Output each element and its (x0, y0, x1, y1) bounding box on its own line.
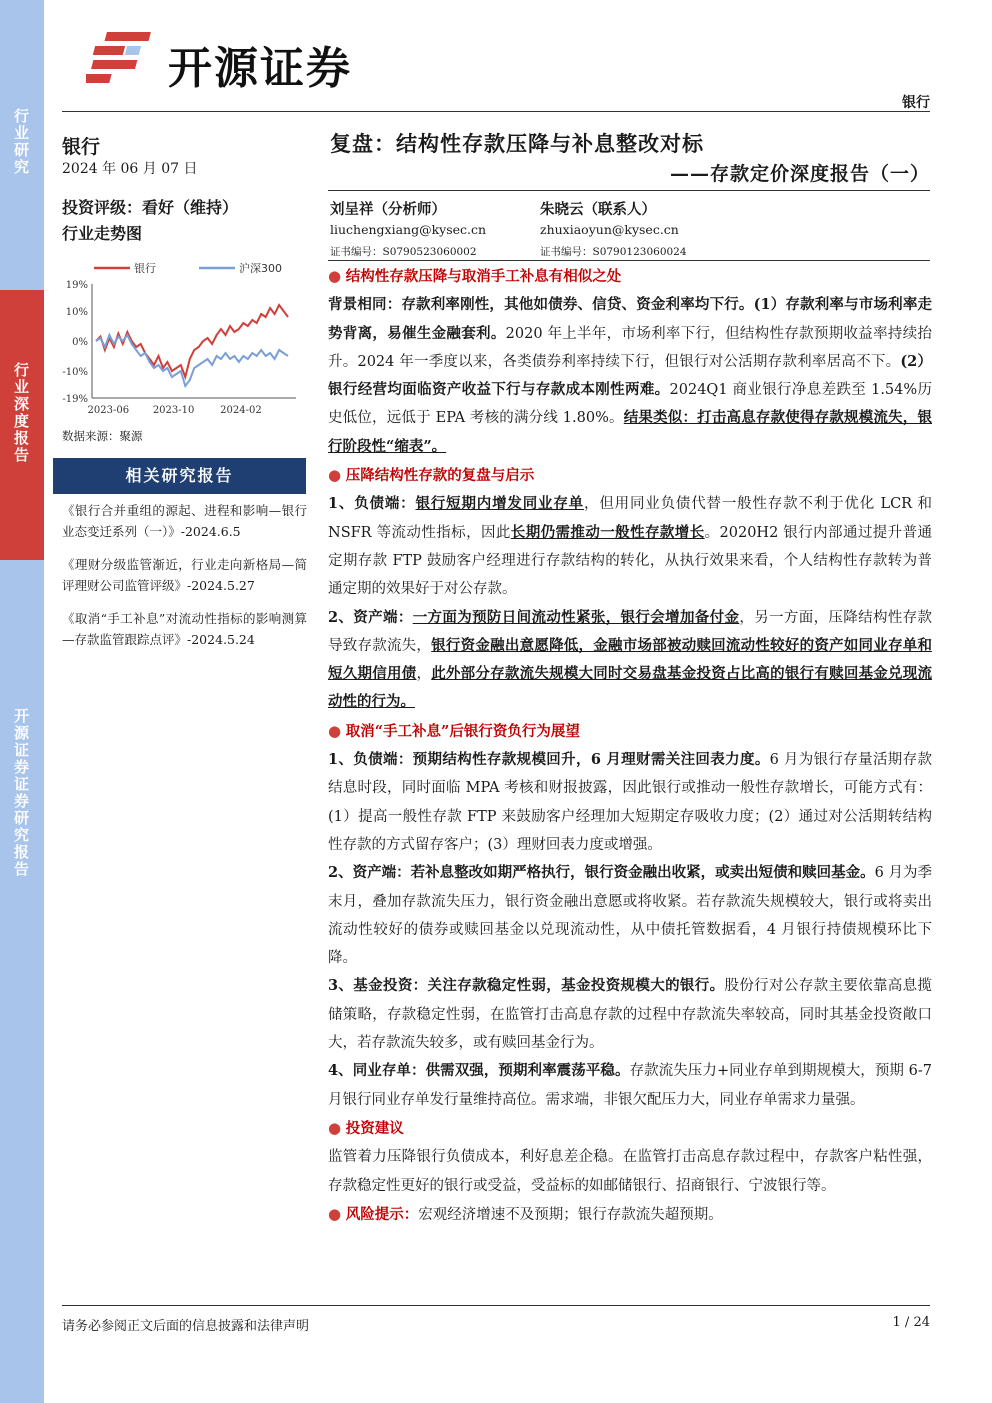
industry-name: 银行 (62, 136, 101, 158)
report-date: 2024 年 06 月 07 日 (62, 161, 198, 177)
industry-tag: 银行 (902, 95, 930, 111)
y-tick-label: -10% (62, 367, 88, 378)
paragraph: 1、负债端：预期结构性存款规模回升，6 月理财需关注回表力度。6 月为银行存量活期存款结息时段，同时面临 MPA 考核和财报披露，因此银行或推动一般性存款增长，可能方式有：(1）提高一般性存款 FTP 来鼓励客户经理加大短期定存吸收力度；(2）通过对公活期转结构性存款的方式留存客户；(3）理财回表力度或增强。 (328, 751, 932, 853)
legend-label: 银行 (134, 262, 156, 275)
trend-title: 行业走势图 (62, 224, 143, 243)
paragraph: 1、负债端：银行短期内增发同业存单，但用同业负债代替一般性存款不利于优化 LCR 和 NSFR 等流动性指标，因此长期仍需推动一般性存款增长。2020H2 银行内部通过提升普通定期存款 FTP 鼓励客户经理进行存款结构的转化，从执行效果来看，个人结构性存款转为普通定期的效果好于对公存款。 (328, 495, 933, 598)
footer-rule (62, 1305, 930, 1306)
paragraph: 2、资产端：若补息整改如期严格执行，银行资金融出收紧，或卖出短债和赎回基金。6 月为季末月，叠加存款流失压力，银行资金融出意愿或将收紧。若存款流失规模较大，银行或将卖出流动性较好的债券或赎回基金以兑现流动性，从中债托管数据看，4 月银行持债规模环比下降。 (328, 864, 932, 967)
author-name: 朱晓云（联系人） (540, 201, 656, 218)
y-tick-label: -19% (62, 394, 88, 405)
y-tick-label: 19% (65, 280, 88, 291)
bullet-icon: ● (328, 1118, 342, 1137)
report-subtitle: ——存款定价深度报告（一） (669, 163, 930, 185)
sidebar-bottom-label: 开源证券 证券研究报告 (13, 707, 30, 878)
bullet-icon: ● (328, 267, 342, 285)
paragraph: 背景相同：存款利率刚性，其他如债券、信贷、资金利率均下行。(1）存款利率与市场利率走势背离，易催生金融套利。2020 年上半年，市场利率下行，但结构性存款预期收益率持续抬升。2024 年一季度以来，各类债券利率持续下行，但银行对公活期存款利率居高不下。(2）银行经营均面临资产收益下行与存款成本刚性两难。2024Q1 商业银行净息差跌至 1.54%历史低位，远低于 EPA 考核的满分线 1.80%。结果类似：打击高息存款使得存款规模流失，银行阶段性“缩表”。 (328, 296, 933, 455)
authors-rule (328, 260, 930, 261)
trend-chart (54, 254, 308, 419)
report-body (328, 262, 932, 1229)
sidebar-top-label: 行业研究 (13, 107, 30, 176)
brand-logo-icon (86, 28, 158, 88)
section-heading: ● 取消“手工补息”后银行资负行为展望 (328, 721, 580, 740)
bullet-icon: ● (328, 1204, 342, 1223)
related-item[interactable]: 《银行合并重组的源起、进程和影响—银行业态变迁系列（一）》-2024.6.5 (62, 503, 307, 539)
series-line (96, 305, 288, 377)
paragraph: 监管着力压降银行负债成本，利好息差企稳。在监管打击高息存款过程中，存款客户粘性强，存款稳定性更好的银行或受益，受益标的如邮储银行、招商银行、宁波银行等。 (328, 1149, 932, 1194)
header-rule (62, 111, 930, 112)
author-email[interactable]: zhuxiaoyun@kysec.cn (540, 222, 679, 237)
y-tick-label: 0% (72, 337, 88, 348)
x-tick-label: 2024-02 (220, 405, 262, 416)
bullet-icon: ● (328, 466, 342, 485)
footer-disclaimer: 请务必参阅正文后面的信息披露和法律声明 (62, 1319, 310, 1334)
paragraph: 3、基金投资：关注存款稳定性弱，基金投资规模大的银行。股份行对公存款主要依靠高息揽储策略，存款稳定性弱，在监管打击高息存款的过程中存款流失率较高，同时其基金投资敞口大，若存款流失较多，或有赎回基金行为。 (328, 977, 933, 1052)
title-rule (328, 190, 930, 191)
y-tick-label: 10% (65, 307, 88, 318)
paragraph: 2、资产端：一方面为预防日间流动性紧张，银行会增加备付金，另一方面，压降结构性存款导致存款流失，银行资金融出意愿降低，金融市场部被动赎回流动性较好的资产如同业存单和短久期信用债，此外部分存款流失规模大同时交易盘基金投资占比高的银行有赎回基金兑现流动性的行为。 (328, 608, 933, 711)
related-item[interactable]: 《理财分级监管渐近，行业走向新格局—简评理财公司监管评级》-2024.5.27 (62, 557, 307, 593)
sidebar-mid-label: 行业深度报告 (13, 361, 30, 464)
author-cert: 证书编号：S0790523060002 (330, 246, 477, 258)
x-tick-label: 2023-10 (152, 405, 195, 416)
section-heading: ● 投资建议 (328, 1118, 404, 1137)
page-number: 1 / 24 (892, 1315, 930, 1330)
brand-name: 开源证券 (168, 43, 352, 94)
author-cert: 证书编号：S0790123060024 (540, 246, 687, 258)
related-item[interactable]: 《取消“手工补息”对流动性指标的影响测算—存款监管跟踪点评》-2024.5.24 (62, 611, 307, 647)
section-heading: ● 结构性存款压降与取消手工补息有相似之处 (328, 267, 622, 285)
sidebar (0, 0, 44, 1403)
author-name: 刘呈祥（分析师） (330, 201, 446, 218)
report-title: 复盘：结构性存款压降与补息整改对标 (330, 131, 704, 156)
rating: 投资评级：看好（维持） (62, 198, 239, 217)
legend-label: 沪深300 (239, 262, 282, 275)
related-research-header: 相关研究报告 (53, 458, 306, 494)
data-source: 数据来源：聚源 (62, 429, 143, 443)
risk-warning: ● 风险提示：宏观经济增速不及预期；银行存款流失超预期。 (328, 1204, 723, 1223)
author-email[interactable]: liuchengxiang@kysec.cn (330, 222, 487, 237)
series-line (96, 335, 288, 386)
bullet-icon: ● (328, 721, 342, 740)
x-tick-label: 2023-06 (87, 405, 130, 416)
paragraph: 4、同业存单：供需双强，预期利率震荡平稳。存款流失压力+同业存单到期规模大，预期 6-7 月银行同业存单发行量维持高位。需求端，非银欠配压力大，同业存单需求力量强。 (328, 1062, 933, 1108)
section-heading: ● 压降结构性存款的复盘与启示 (328, 466, 535, 485)
